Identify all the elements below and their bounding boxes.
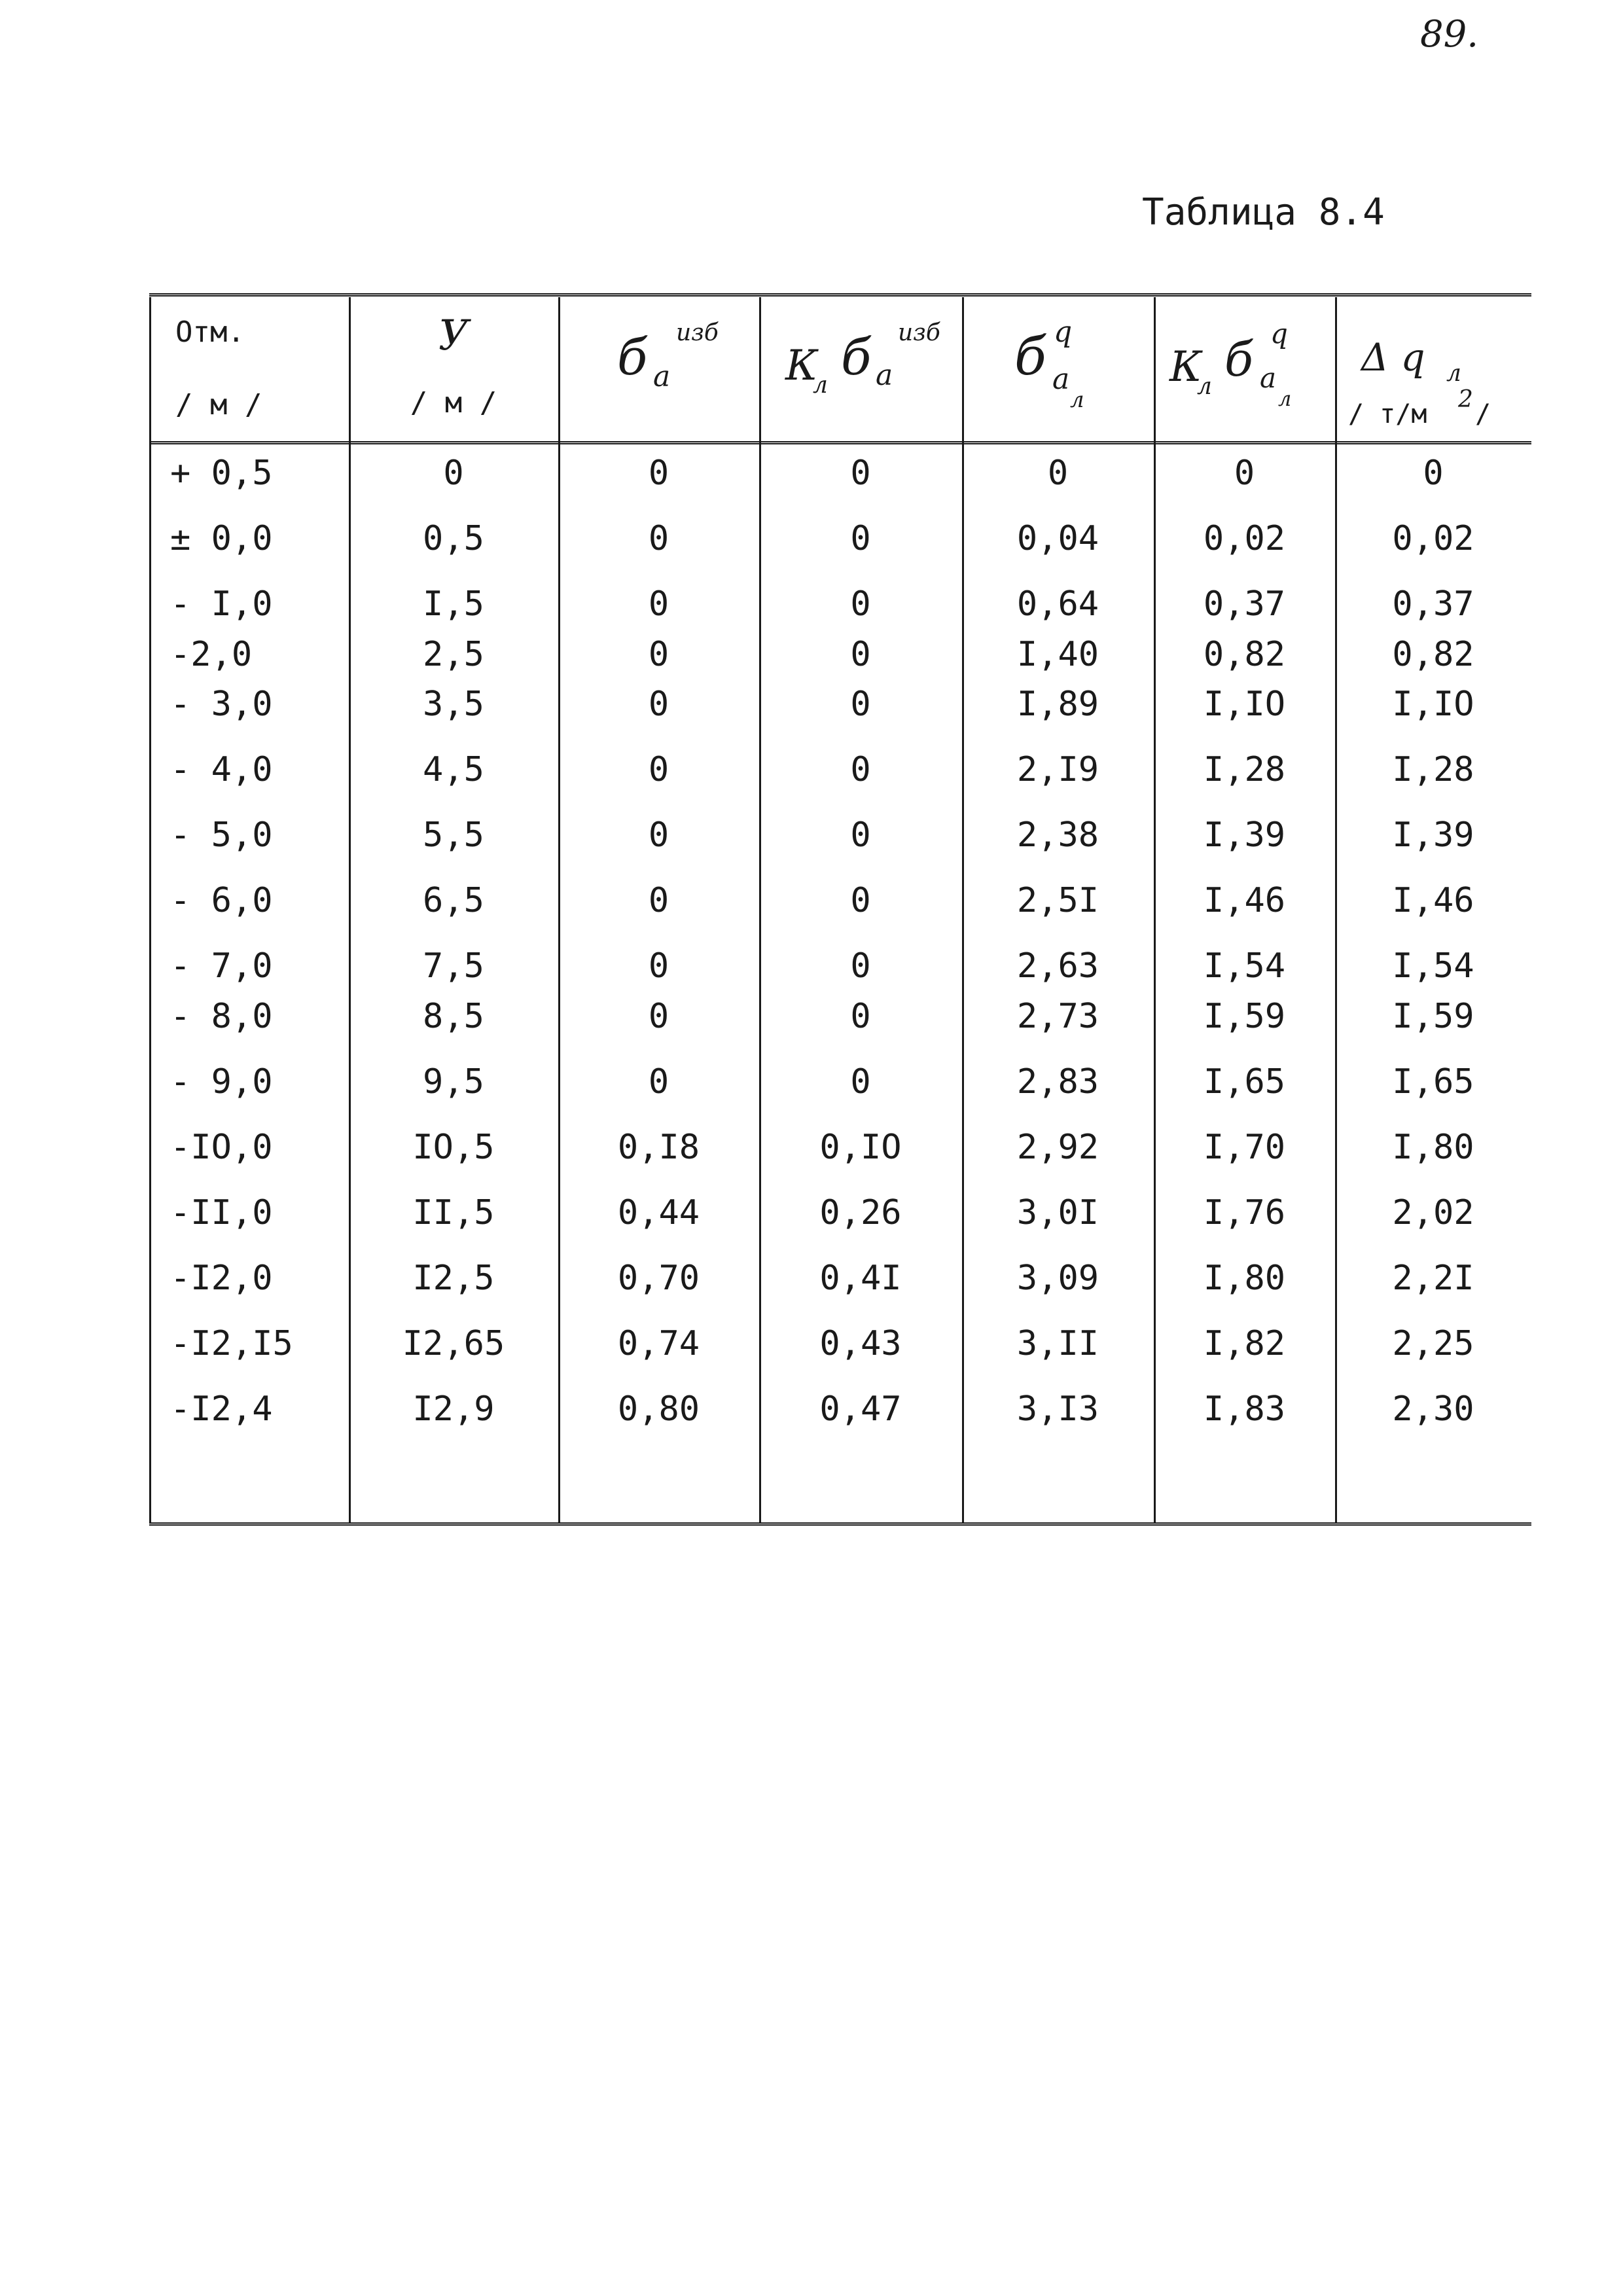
table-cell: 6,5 <box>423 881 484 920</box>
table-cell: 0,I8 <box>617 1128 700 1167</box>
table-cell: 0 <box>850 1062 871 1102</box>
formula-sub-sub: л <box>1278 386 1292 411</box>
table-cell: 2,02 <box>1392 1193 1474 1232</box>
table-cell: 0,70 <box>617 1259 700 1298</box>
table-cell: I,46 <box>1203 881 1286 920</box>
table-cell: 2,38 <box>1016 816 1099 855</box>
table-cell: I,59 <box>1392 997 1474 1036</box>
table-cell: 2,30 <box>1392 1390 1474 1429</box>
sigma-al-q-formula <box>962 302 1154 437</box>
table-cell: 2,2I <box>1392 1259 1474 1298</box>
formula-base: б <box>1014 326 1046 387</box>
formula-prefix: К <box>785 342 818 390</box>
table-cell: I,28 <box>1203 750 1286 789</box>
table-cell: 2,5I <box>1016 881 1099 920</box>
table-cell: 3,0I <box>1016 1193 1099 1232</box>
table-cell: + 0,5 <box>170 454 273 493</box>
table-cell: 8,5 <box>423 997 484 1036</box>
table-cell: - 3,0 <box>170 685 273 724</box>
table-cell: I,65 <box>1203 1062 1286 1102</box>
table-cell: 0,37 <box>1203 584 1286 624</box>
page-number: 89. <box>1420 13 1479 56</box>
table-cell: 0,02 <box>1203 519 1286 558</box>
table-cell: - 5,0 <box>170 816 273 855</box>
table-cell: I,65 <box>1392 1062 1474 1102</box>
header-delta-q <box>1335 302 1531 437</box>
table-cell: 0,37 <box>1392 584 1474 624</box>
table-cell: 2,25 <box>1392 1324 1474 1363</box>
table-cell: 3,I3 <box>1016 1390 1099 1429</box>
formula-label: Δ q <box>1361 335 1425 380</box>
table-cell: 0,47 <box>819 1390 902 1429</box>
table-cell: 2,5 <box>423 635 484 674</box>
table-cell: I,39 <box>1203 816 1286 855</box>
table-cell: 4,5 <box>423 750 484 789</box>
table-cell: 2,63 <box>1016 946 1099 986</box>
table-cell: 0 <box>850 881 871 920</box>
table-cell: 0 <box>648 454 669 493</box>
table-cell: 7,5 <box>423 946 484 986</box>
table-cell: I,46 <box>1392 881 1474 920</box>
table-cell: I,83 <box>1203 1390 1286 1429</box>
table-cell: 0 <box>648 519 669 558</box>
table-cell: IO,5 <box>412 1128 495 1167</box>
table-cell: I,59 <box>1203 997 1286 1036</box>
table-cell: 9,5 <box>423 1062 484 1102</box>
formula-base: б <box>1224 332 1253 387</box>
formula-unit-sup: 2 <box>1458 386 1473 413</box>
table-cell: 0 <box>850 454 871 493</box>
table-cell: I,IO <box>1203 685 1286 724</box>
table-cell: I,5 <box>423 584 484 624</box>
table-cell: I,80 <box>1203 1259 1286 1298</box>
header-kl-sigma-a-izb <box>759 302 962 437</box>
table-cell: 2,73 <box>1016 997 1099 1036</box>
kl-sigma-al-q-formula <box>1154 302 1335 437</box>
table-cell: 0 <box>648 881 669 920</box>
kl-sigma-a-izb-formula <box>759 302 962 437</box>
table-cell: 0,74 <box>617 1324 700 1363</box>
data-table <box>149 293 1531 1527</box>
formula-sup: изб <box>676 319 719 346</box>
table-cell: 0,4I <box>819 1259 902 1298</box>
table-cell: 2,92 <box>1016 1128 1099 1167</box>
header-elevation-label: Отм. <box>175 315 245 349</box>
table-cell: ± 0,0 <box>170 519 273 558</box>
table-cell: 0 <box>850 750 871 789</box>
formula-sub-sub: л <box>1070 387 1084 413</box>
table-cell: 5,5 <box>423 816 484 855</box>
table-cell: 2,I9 <box>1016 750 1099 789</box>
table-cell: II,5 <box>412 1193 495 1232</box>
table-cell: -2,0 <box>170 635 253 674</box>
table-cell: 0 <box>850 816 871 855</box>
table-cell: I,54 <box>1203 946 1286 986</box>
table-cell: - 6,0 <box>170 881 273 920</box>
table-cell: 0 <box>648 584 669 624</box>
table-cell: 0 <box>850 635 871 674</box>
table-cell: I,IO <box>1392 685 1474 724</box>
table-cell: I,89 <box>1016 685 1099 724</box>
formula-unit-end: / <box>1475 399 1491 429</box>
table-cell: 0 <box>1423 454 1444 493</box>
formula-sub: а <box>1260 362 1277 394</box>
table-cell: 0 <box>648 1062 669 1102</box>
header-elevation <box>149 302 349 437</box>
delta-q-formula <box>1335 302 1531 437</box>
table-cell: 0 <box>850 946 871 986</box>
header-y-label: У <box>438 312 469 360</box>
table-cell: - 9,0 <box>170 1062 273 1102</box>
formula-prefix-sub: л <box>1197 373 1212 400</box>
table-cell: I,54 <box>1392 946 1474 986</box>
header-sigma-al-q <box>962 302 1154 437</box>
table-cell: 0,IO <box>819 1128 902 1167</box>
table-cell: 0,82 <box>1392 635 1474 674</box>
table-cell: I,82 <box>1203 1324 1286 1363</box>
table-cell: 3,09 <box>1016 1259 1099 1298</box>
formula-prefix-sub: л <box>813 372 828 399</box>
formula-unit: / т/м <box>1348 399 1427 429</box>
table-cell: 0,43 <box>819 1324 902 1363</box>
formula-base: б <box>617 328 648 386</box>
formula-sup: q <box>1054 315 1073 349</box>
table-cell: - 8,0 <box>170 997 273 1036</box>
table-cell: -I2,4 <box>170 1390 273 1429</box>
table-cell: I2,65 <box>402 1324 505 1363</box>
formula-label-sub: л <box>1446 360 1461 387</box>
table-cell: 0 <box>850 685 871 724</box>
formula-sub: а <box>653 360 671 393</box>
formula-base: б <box>841 328 872 386</box>
table-cell: 3,5 <box>423 685 484 724</box>
header-kl-sigma-al-q <box>1154 302 1335 437</box>
header-elevation-unit: / м / <box>175 388 262 422</box>
table-cell: -I2,0 <box>170 1259 273 1298</box>
table-cell: -II,0 <box>170 1193 273 1232</box>
table-cell: 2,83 <box>1016 1062 1099 1102</box>
table-cell: I,70 <box>1203 1128 1286 1167</box>
formula-prefix: К <box>1169 343 1202 391</box>
table-cell: 0,5 <box>423 519 484 558</box>
table-header-rule <box>149 441 1531 448</box>
table-cell: - 4,0 <box>170 750 273 789</box>
header-sigma-a-izb <box>558 302 759 437</box>
table-cell: 0 <box>648 685 669 724</box>
table-cell: 0,04 <box>1016 519 1099 558</box>
table-cell: 0 <box>648 997 669 1036</box>
formula-sup: изб <box>898 319 940 346</box>
table-cell: I,76 <box>1203 1193 1286 1232</box>
table-cell: 0,26 <box>819 1193 902 1232</box>
table-bottom-rule <box>149 1522 1531 1530</box>
table-cell: -IO,0 <box>170 1128 273 1167</box>
table-cell: 0 <box>1234 454 1255 493</box>
table-cell: I,40 <box>1016 635 1099 674</box>
table-caption: Таблица 8.4 <box>1142 191 1385 234</box>
table-cell: 0 <box>443 454 464 493</box>
table-top-rule <box>149 293 1531 300</box>
table-cell: 3,II <box>1016 1324 1099 1363</box>
formula-sup: q <box>1270 317 1288 350</box>
table-cell: - 7,0 <box>170 946 273 986</box>
table-cell: 0 <box>648 635 669 674</box>
table-cell: 0 <box>850 997 871 1036</box>
table-cell: 0,80 <box>617 1390 700 1429</box>
table-cell: I2,9 <box>412 1390 495 1429</box>
table-cell: I,39 <box>1392 816 1474 855</box>
table-cell: 0 <box>1047 454 1069 493</box>
table-cell: 0 <box>648 750 669 789</box>
table-cell: - I,0 <box>170 584 273 624</box>
header-y <box>349 302 558 437</box>
table-cell: 0,02 <box>1392 519 1474 558</box>
table-cell: 0 <box>850 519 871 558</box>
table-cell: 0,82 <box>1203 635 1286 674</box>
table-cell: 0 <box>850 584 871 624</box>
table-cell: -I2,I5 <box>170 1324 293 1363</box>
formula-sub: а <box>876 359 893 392</box>
table-cell: 0 <box>648 816 669 855</box>
table-cell: I2,5 <box>412 1259 495 1298</box>
header-y-unit: / м / <box>410 386 497 420</box>
formula-sub: а <box>1052 363 1070 396</box>
table-cell: I,28 <box>1392 750 1474 789</box>
table-cell: 0,44 <box>617 1193 700 1232</box>
table-cell: 0 <box>648 946 669 986</box>
table-cell: 0,64 <box>1016 584 1099 624</box>
table-cell: I,80 <box>1392 1128 1474 1167</box>
sigma-a-izb-formula <box>558 302 759 437</box>
